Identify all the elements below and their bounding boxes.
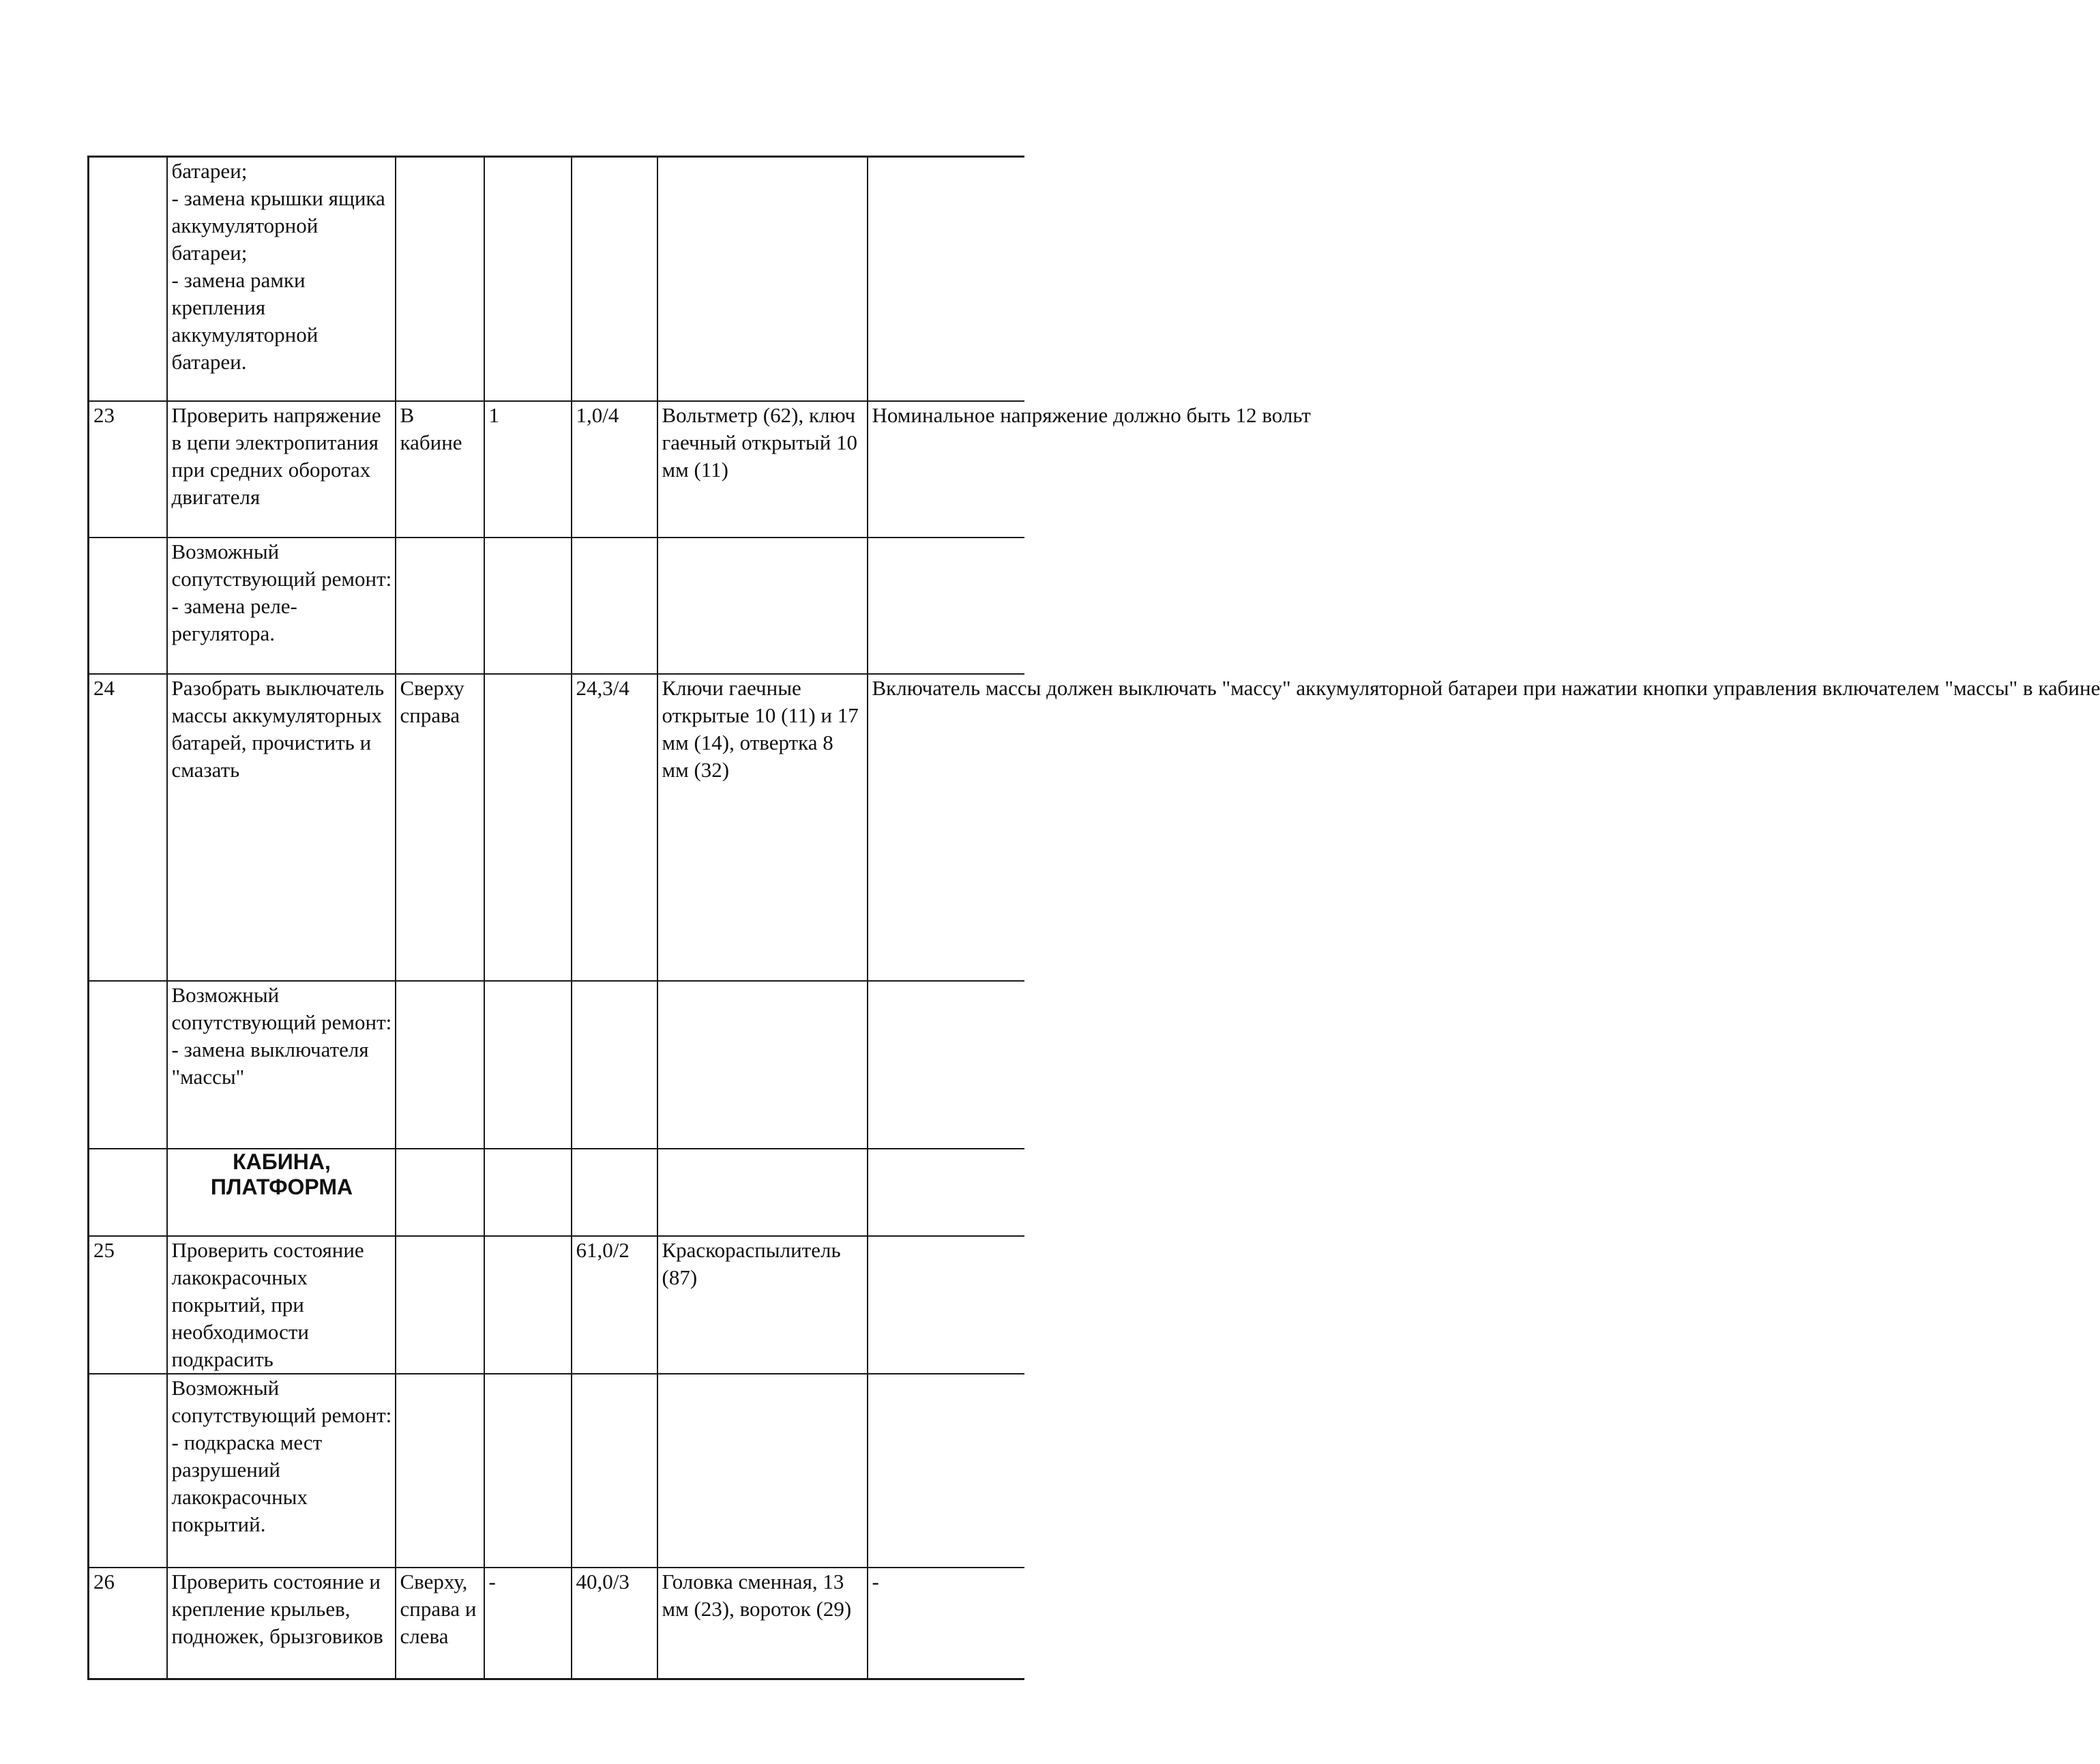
cell-tools: Вольтметр (62), ключ гаечный открытый 10 мм (11) [657,401,868,538]
table-row-23 [89,401,1024,538]
table-row-24 [89,674,1024,981]
maintenance-table [87,156,2100,1680]
cell-qty: 1 [484,401,572,538]
cell-labor: 1,0/4 [572,401,657,538]
row-number: 24 [89,674,167,981]
cell-labor [572,538,657,674]
cell-tools: Краскораспылитель (87) [657,1236,868,1374]
cell-location [396,981,484,1149]
cell-num [89,538,167,674]
cell-operation: Проверить состояние и крепление крыльев, подножек, брызговиков [167,1568,396,1679]
cell-labor: 24,3/4 [572,674,657,981]
cell-qty [484,1374,572,1568]
cell-num [89,157,167,401]
cell-location: В кабине [396,401,484,538]
cell-labor [572,1149,657,1236]
cell-tools [657,538,868,674]
cell-qty: - [484,1568,572,1679]
cell-operation: батареи; - замена крышки ящика аккумуляторной батареи; - замена рамки крепления аккумуляторной батареи. [167,157,396,401]
table-row-continuation [89,157,1024,401]
cell-operation: Возможный сопутствующий ремонт: - замена реле-регулятора. [167,538,396,674]
cell-labor: 40,0/3 [572,1568,657,1679]
cell-tools [657,981,868,1149]
cell-operation: Возможный сопутствующий ремонт: - подкраска мест разрушений лакокрасочных покрытий. [167,1374,396,1568]
cell-location: Сверху, справа и слева [396,1568,484,1679]
cell-requirements [868,981,1024,1149]
cell-labor [572,981,657,1149]
section-title: КАБИНА, ПЛАТФОРМА [167,1149,396,1236]
cell-location [396,1149,484,1236]
cell-tools [657,1149,868,1236]
cell-requirements [868,538,1024,674]
row-number: 23 [89,401,167,538]
cell-location [396,1236,484,1374]
cell-num [89,1374,167,1568]
cell-requirements: - [868,1568,1024,1679]
cell-labor [572,157,657,401]
table-row-section-header [89,1149,1024,1236]
cell-location [396,538,484,674]
cell-operation: Возможный сопутствующий ремонт: - замена выключателя "массы" [167,981,396,1149]
cell-location [396,157,484,401]
cell-operation: Проверить состояние лакокрасочных покрытий, при необходимости подкрасить [167,1236,396,1374]
cell-tools [657,1374,868,1568]
cell-requirements [868,1149,1024,1236]
table-row-25 [89,1236,1024,1374]
cell-qty [484,674,572,981]
cell-operation: Разобрать выключатель массы аккумуляторных батарей, прочистить и смазать [167,674,396,981]
table-row-23-repair [89,538,1024,674]
row-number: 25 [89,1236,167,1374]
cell-labor [572,1374,657,1568]
cell-tools: Ключи гаечные открытые 10 (11) и 17 мм (14), отвертка 8 мм (32) [657,674,868,981]
cell-location [396,1374,484,1568]
cell-requirements: Включатель массы должен выключать "массу" аккумуляторной батареи при нажатии кнопки управления включателем "массы" в кабине [868,674,1024,981]
cell-location: Сверху справа [396,674,484,981]
cell-qty [484,981,572,1149]
cell-operation: Проверить напряжение в цепи электропитания при средних оборотах двигателя [167,401,396,538]
cell-qty [484,538,572,674]
cell-tools [657,157,868,401]
cell-tools: Головка сменная, 13 мм (23), вороток (29) [657,1568,868,1679]
cell-labor: 61,0/2 [572,1236,657,1374]
cell-requirements: Номинальное напряжение должно быть 12 вольт [868,401,1024,538]
cell-qty [484,157,572,401]
cell-requirements [868,1236,1024,1374]
cell-qty [484,1149,572,1236]
cell-requirements [868,1374,1024,1568]
table-row-26 [89,1568,1024,1679]
table-row-24-repair [89,981,1024,1149]
table-row-25-repair [89,1374,1024,1568]
cell-qty [484,1236,572,1374]
row-number: 26 [89,1568,167,1679]
cell-num [89,981,167,1149]
cell-num [89,1149,167,1236]
cell-requirements [868,157,1024,401]
